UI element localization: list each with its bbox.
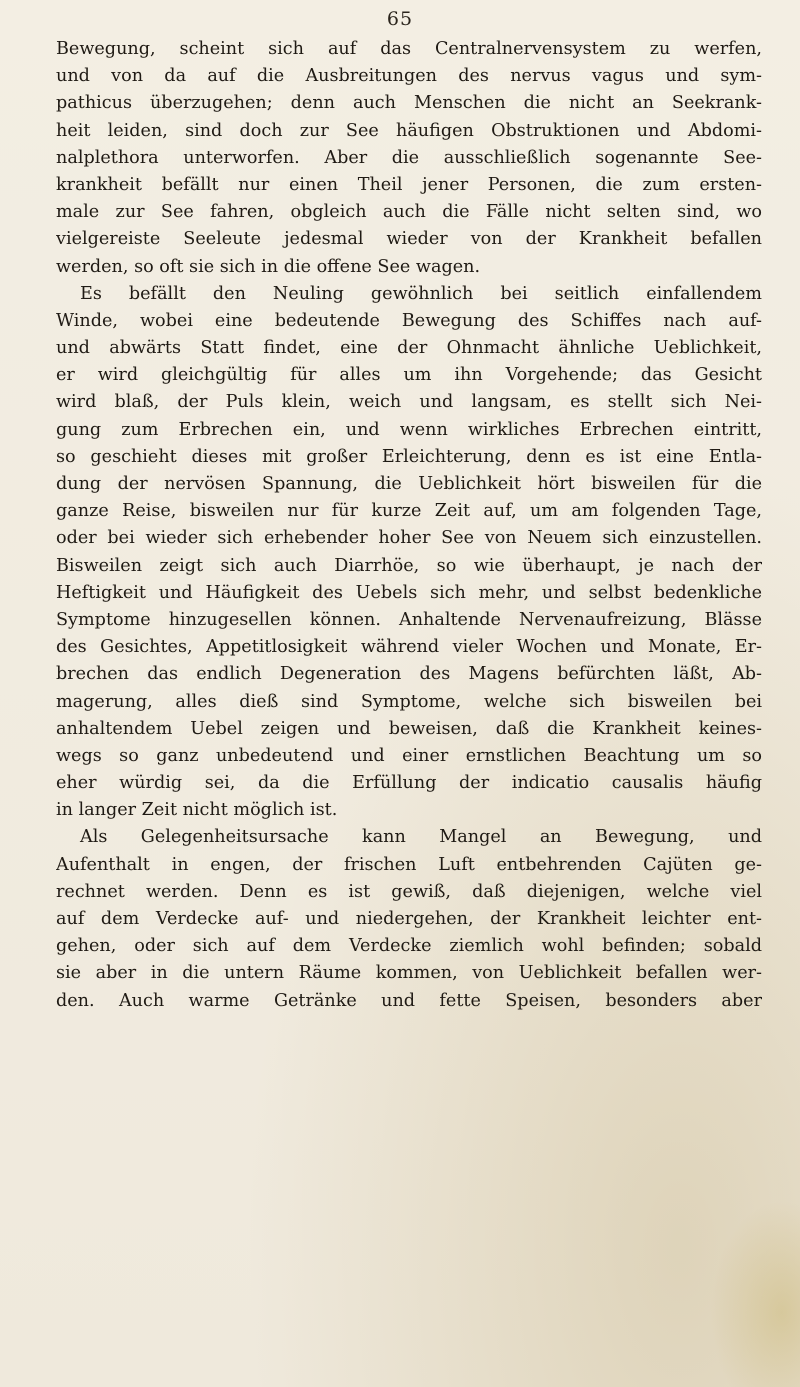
body-text <box>56 36 762 1015</box>
text-line: Winde, wobei eine bedeutende Bewegung des Schiffes nach auf- <box>56 310 762 331</box>
paper-stain <box>710 1200 800 1387</box>
text-line: in langer Zeit nicht möglich ist. <box>56 800 338 821</box>
text-line: er wird gleichgültig für alles um ihn Vorgehende; das Gesicht <box>56 365 762 386</box>
text-line: gehen, oder sich auf dem Verdecke ziemlich wohl befinden; sobald <box>56 936 762 957</box>
text-line: gung zum Erbrechen ein, und wenn wirkliches Erbrechen eintritt, <box>56 419 762 440</box>
text-line: krankheit befällt nur einen Theil jener Personen, die zum ersten- <box>56 174 762 195</box>
text-line: Bisweilen zeigt sich auch Diarrhöe, so wie überhaupt, je nach der <box>56 555 762 576</box>
text-line: rechnet werden. Denn es ist gewiß, daß diejenigen, welche viel <box>56 881 762 902</box>
text-line: Symptome hinzugesellen können. Anhaltende Nervenaufreizung, Blässe <box>56 609 762 630</box>
text-line: Bewegung, scheint sich auf das Centralnervensystem zu werfen, <box>56 39 762 59</box>
text-line: so geschieht dieses mit großer Erleichterung, denn es ist eine Entla- <box>56 446 762 467</box>
page-number: 65 <box>386 8 414 30</box>
text-line: magerung, alles dieß sind Symptome, welche sich bisweilen bei <box>56 691 762 712</box>
text-line: werden, so oft sie sich in die offene See wagen. <box>56 256 481 277</box>
text-line: heit leiden, sind doch zur See häufigen Obstruktionen und Abdomi- <box>56 120 762 141</box>
text-line: oder bei wieder sich erhebender hoher See von Neuem sich einzustellen. <box>56 528 762 549</box>
text-line: Als Gelegenheitsursache kann Mangel an Bewegung, und <box>80 827 762 848</box>
text-line: auf dem Verdecke auf- und niedergehen, der Krankheit leichter ent- <box>56 909 762 929</box>
text-line: Aufenthalt in engen, der frischen Luft entbehrenden Cajüten ge- <box>56 854 762 875</box>
text-line: dung der nervösen Spannung, die Ueblichkeit hört bisweilen für die <box>56 474 762 494</box>
text-line: Heftigkeit und Häufigkeit des Uebels sich mehr, und selbst bedenkliche <box>56 582 762 603</box>
text-line: den. Auch warme Getränke und fette Speisen, besonders aber <box>56 990 762 1011</box>
text-line: anhaltendem Uebel zeigen und beweisen, daß die Krankheit keines- <box>56 718 762 739</box>
text-line: nalplethora unterworfen. Aber die ausschließlich sogenannte See- <box>56 147 762 168</box>
text-line: ganze Reise, bisweilen nur für kurze Zeit auf, um am folgenden Tage, <box>56 501 762 522</box>
text-line: Es befällt den Neuling gewöhnlich bei seitlich einfallendem <box>80 283 762 304</box>
text-line: sie aber in die untern Räume kommen, von Ueblichkeit befallen wer- <box>56 963 762 984</box>
text-line: eher würdig sei, da die Erfüllung der indicatio causalis häufig <box>56 773 762 794</box>
text-line: und von da auf die Ausbreitungen des nervus vagus und sym- <box>56 66 762 87</box>
text-line: brechen das endlich Degeneration des Magens befürchten läßt, Ab- <box>56 664 762 685</box>
text-line: pathicus überzugehen; denn auch Menschen die nicht an Seekrank- <box>56 93 762 114</box>
text-line: des Gesichtes, Appetitlosigkeit während vieler Wochen und Monate, Er- <box>56 637 762 658</box>
text-line: und abwärts Statt findet, eine der Ohnmacht ähnliche Ueblichkeit, <box>56 338 762 359</box>
text-line: male zur See fahren, obgleich auch die Fälle nicht selten sind, wo <box>56 202 762 223</box>
text-line: wird blaß, der Puls klein, weich und langsam, es stellt sich Nei- <box>56 392 762 413</box>
text-line: vielgereiste Seeleute jedesmal wieder von der Krankheit befallen <box>56 229 762 250</box>
text-line: wegs so ganz unbedeutend und einer ernstlichen Beachtung um so <box>56 745 762 766</box>
